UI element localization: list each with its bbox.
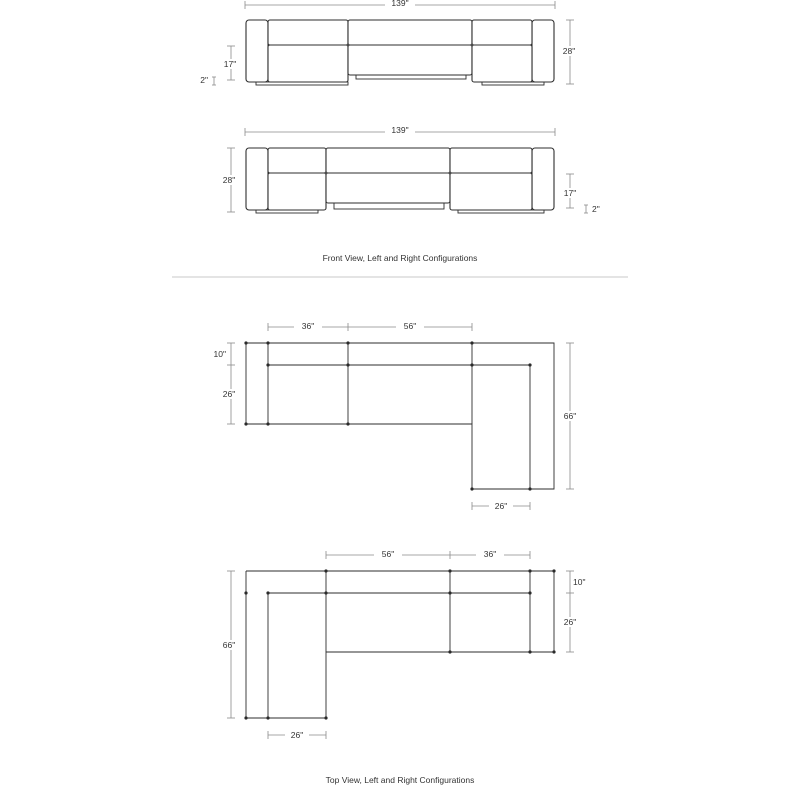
- dimension-leg-height: [200, 75, 216, 85]
- overall-width-label: 139": [391, 125, 409, 135]
- chaise-width-label: 26": [290, 730, 304, 740]
- leg-height-label: 2": [200, 75, 208, 85]
- sofa-plan: [244, 569, 555, 719]
- dimension-leg-height: [584, 204, 600, 214]
- middle-width-label: 56": [403, 321, 417, 331]
- top-view-right-configuration: [218, 549, 593, 740]
- dimension-seat-height: [219, 46, 241, 80]
- dimension-overall-width: [245, 125, 555, 136]
- seat-depth-label: 26": [222, 389, 236, 399]
- front-view-right-configuration: [219, 125, 600, 214]
- dimension-depths: [559, 571, 593, 652]
- dimension-chaise-width: [268, 730, 326, 740]
- leg-height-label: 2": [592, 204, 600, 214]
- dimension-overall-width: [245, 0, 555, 9]
- front-view-left-configuration: [200, 0, 581, 85]
- dimension-depths: [208, 343, 242, 424]
- back-height-label: 28": [222, 175, 236, 185]
- corner-width-label: 36": [483, 549, 497, 559]
- chaise-width-label: 26": [494, 501, 508, 511]
- seat-height-label: 17": [563, 188, 577, 198]
- dimension-chaise-width: [472, 501, 530, 511]
- seat-height-label: 17": [223, 59, 237, 69]
- dimension-back-height: [219, 148, 241, 212]
- back-depth-label: 10": [573, 577, 586, 587]
- corner-width-label: 36": [301, 321, 315, 331]
- sofa-plan: [244, 341, 554, 490]
- middle-width-label: 56": [381, 549, 395, 559]
- top-view-left-configuration: [208, 321, 581, 511]
- chaise-length-label: 66": [222, 640, 236, 650]
- dimension-chaise-length: [218, 571, 242, 718]
- sofa-front-elevation: [246, 20, 554, 85]
- dimension-top-widths: [326, 549, 530, 559]
- dimension-seat-height: [559, 174, 581, 208]
- back-depth-label: 10": [213, 349, 226, 359]
- dimension-back-height: [559, 20, 581, 84]
- top-view-caption: Top View, Left and Right Configurations: [325, 775, 475, 785]
- seat-depth-label: 26": [563, 617, 577, 627]
- dimension-top-widths: [268, 321, 472, 331]
- front-view-caption: Front View, Left and Right Configurations: [322, 253, 478, 263]
- dimension-chaise-length: [559, 343, 581, 489]
- back-height-label: 28": [562, 46, 576, 56]
- sofa-front-elevation: [246, 148, 554, 213]
- overall-width-label: 139": [391, 0, 409, 8]
- chaise-length-label: 66": [563, 411, 577, 421]
